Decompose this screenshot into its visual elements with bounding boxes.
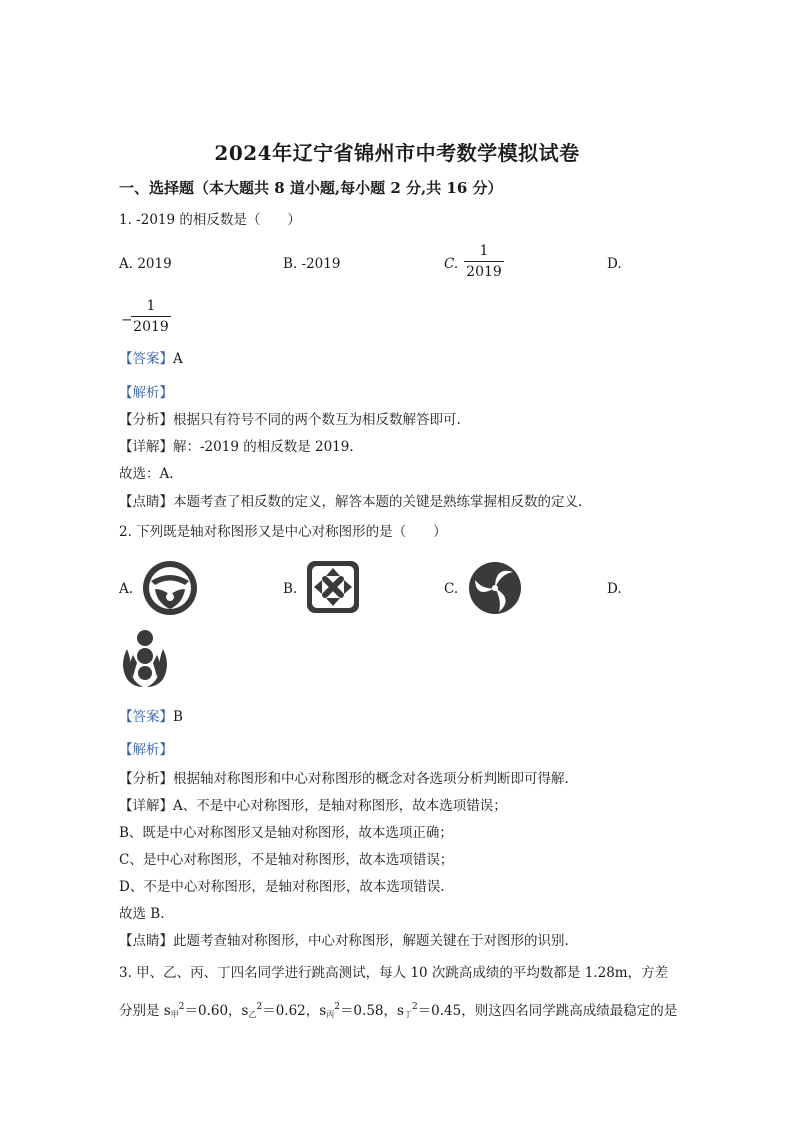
superscript: 2: [178, 1002, 185, 1012]
q1-dianjing: 【点睛】本题考查了相反数的定义，解答本题的关键是熟练掌握相反数的定义.: [119, 494, 583, 510]
circular-logo-with-fold-icon: [141, 559, 199, 617]
subscript: 甲: [170, 1010, 179, 1019]
superscript: 2: [256, 1002, 263, 1012]
q2-answer: [119, 708, 183, 726]
q2-dianjing: 【点睛】此题考查轴对称图形，中心对称图形，解题关键在于对图形的识别.: [119, 933, 569, 949]
q1-stem: 1. -2019 的相反数是（ ）: [119, 212, 301, 228]
q2-line-d: D、不是中心对称图形，是轴对称图形，故本选项错误.: [119, 879, 445, 895]
answer-value: B: [173, 709, 183, 725]
q1-option-a: A. 2019: [119, 256, 172, 272]
q2-stem: 2. 下列既是轴对称图形又是中心对称图形的是（ ）: [119, 524, 447, 540]
three-swirl-icon: [467, 560, 523, 616]
q1-guxuan: 故选：A.: [119, 466, 174, 482]
q2-line-c: C、是中心对称图形，不是轴对称图形，故本选项错误；: [119, 852, 454, 868]
q1-xiangjie: 【详解】解：-2019 的相反数是 2019.: [119, 439, 354, 455]
q1-option-d-sign: −: [121, 312, 133, 328]
q1-option-d-label: D.: [607, 256, 622, 272]
q2-option-d-label: D.: [607, 581, 622, 597]
q2-guxuan: 故选 B.: [119, 906, 165, 922]
answer-value: A: [173, 351, 183, 367]
section-heading: 一、选择题（本大题共 8 道小题,每小题 2 分,共 16 分）: [119, 179, 503, 197]
fraction-numerator: 1: [479, 243, 489, 259]
q3-text: ＝0.60，s: [184, 1003, 249, 1019]
q3-line-2: [119, 998, 677, 1024]
q2-analysis-tag: 【解析】: [119, 742, 173, 758]
q1-option-c-label: C.: [444, 256, 459, 272]
subscript: 丁: [403, 1010, 412, 1019]
subscript: 乙: [248, 1010, 257, 1019]
fraction-denominator: 2019: [133, 319, 169, 335]
q3-line-1: 3. 甲、乙、丙、丁四名同学进行跳高测试，每人 10 次跳高成绩的平均数都是 1.28m，方差: [119, 965, 669, 981]
superscript: 2: [411, 1002, 418, 1012]
answer-tag: 【答案】: [119, 351, 173, 367]
fraction-numerator: 1: [146, 298, 156, 314]
page-title: 2024年辽宁省锦州市中考数学模拟试卷: [214, 141, 580, 165]
q2-option-b-label: B.: [283, 581, 298, 597]
q1-answer: [119, 350, 183, 368]
q1-analysis-tag: 【解析】: [119, 385, 173, 401]
fraction-bar: [464, 261, 504, 262]
q2-line-b: B、既是中心对称图形又是轴对称图形，故本选项正确；: [119, 825, 453, 841]
q1-option-b: B. -2019: [283, 256, 341, 272]
flame-with-circles-icon: [117, 629, 173, 691]
q3-text: ＝0.58，s: [339, 1003, 404, 1019]
q2-xiangjie: 【详解】A、不是中心对称图形，是轴对称图形，故本选项错误；: [119, 798, 507, 814]
q2-option-c-label: C.: [444, 581, 459, 597]
answer-tag: 【答案】: [119, 709, 173, 725]
q2-option-a-label: A.: [119, 581, 134, 597]
q1-fenxi: 【分析】根据只有符号不同的两个数互为相反数解答即可.: [119, 412, 461, 428]
subscript: 丙: [326, 1010, 335, 1019]
q3-text: ＝0.62，s: [262, 1003, 327, 1019]
q2-fenxi: 【分析】根据轴对称图形和中心对称图形的概念对各选项分析判断即可得解.: [119, 771, 569, 787]
superscript: 2: [334, 1002, 340, 1012]
q1-option-d-fraction: [131, 298, 171, 335]
q3-text: ＝0.45，则这四名同学跳高成绩最稳定的是: [417, 1003, 678, 1019]
square-arrows-cross-icon: [305, 559, 361, 615]
q1-option-c-fraction: [464, 243, 504, 280]
fraction-denominator: 2019: [466, 264, 502, 280]
fraction-bar: [131, 316, 171, 317]
q3-text: 分别是 s: [119, 1003, 171, 1019]
